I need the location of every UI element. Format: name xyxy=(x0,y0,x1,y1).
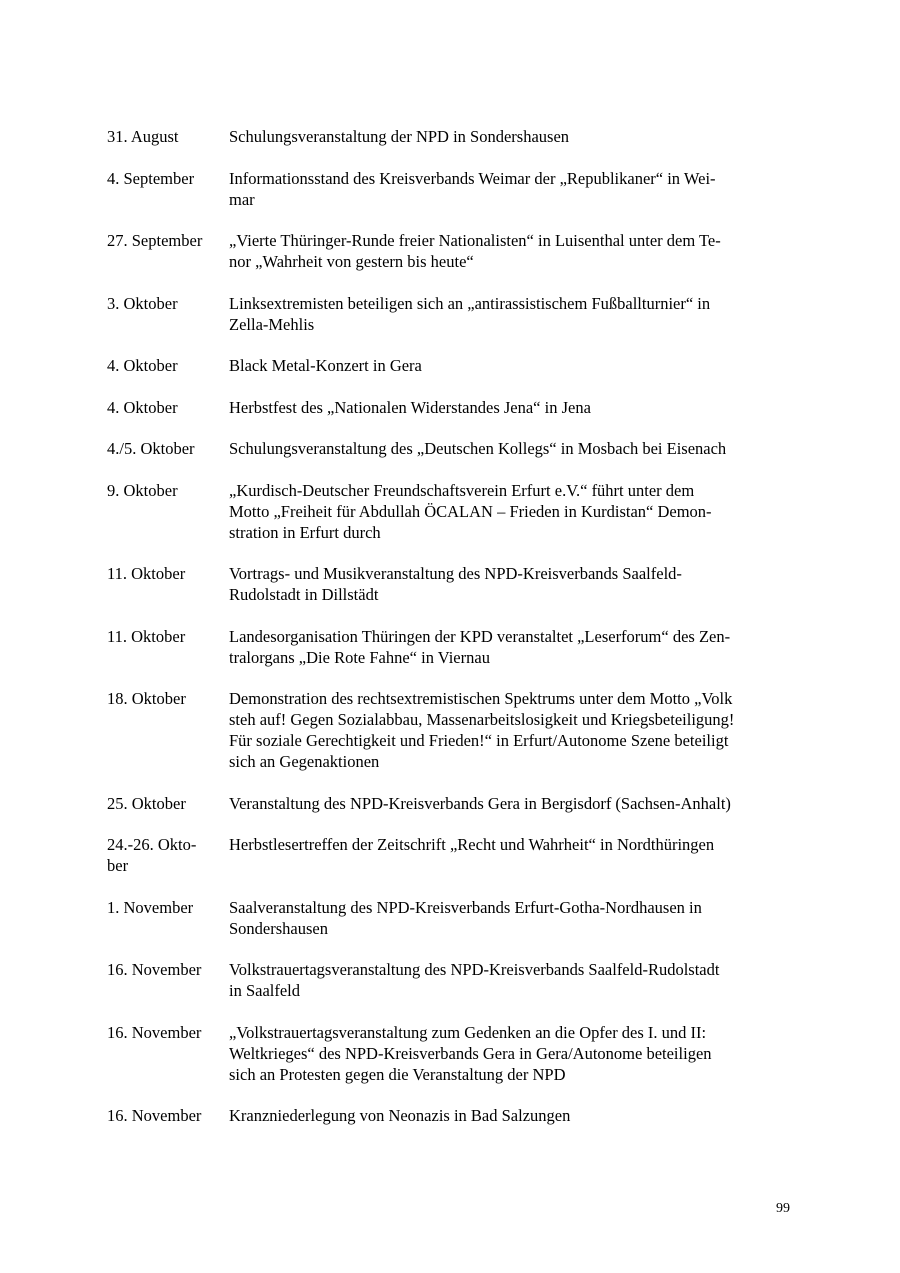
entry-description: Linksextremisten beteiligen sich an „antirassistischem Fußballturnier“ in Zella-Mehlis xyxy=(229,293,711,334)
chronology-entry xyxy=(107,480,797,543)
entry-date: 18. Oktober xyxy=(107,689,186,708)
chronology-entry xyxy=(107,688,797,772)
entry-description: Kranzniederlegung von Neonazis in Bad Salzungen xyxy=(229,1106,571,1125)
entry-date: 27. September xyxy=(107,231,203,250)
entry-description: „Vierte Thüringer-Runde freier Nationalisten“ in Luisenthal unter dem Te- nor „Wahrheit von gestern bis heute“ xyxy=(229,231,721,271)
entry-date: 4. Oktober xyxy=(107,356,178,375)
entry-date: 25. Oktober xyxy=(107,793,186,813)
entry-date: 24.-26. Okto- ber xyxy=(107,835,197,875)
entry-description: Landesorganisation Thüringen der KPD veranstaltet „Leserforum“ des Zen- tralorgans „Die Rote Fahne“ in Viernau xyxy=(229,626,731,667)
entry-description: Volkstrauertagsveranstaltung des NPD-Kreisverbands Saalfeld-Rudolstadt in Saalfeld xyxy=(229,960,720,1000)
chronology-entry xyxy=(107,126,797,147)
entry-description: Herbstfest des „Nationalen Widerstandes Jena“ in Jena xyxy=(229,397,591,417)
entry-description: Black Metal-Konzert in Gera xyxy=(229,356,422,375)
entry-description: Schulungsveranstaltung des „Deutschen Kollegs“ in Mosbach bei Eisenach xyxy=(229,439,727,458)
entry-description: Schulungsveranstaltung der NPD in Sondershausen xyxy=(229,127,570,146)
entry-date: 16. November xyxy=(107,1106,202,1125)
chronology-entry xyxy=(107,355,797,376)
entry-date: 16. November xyxy=(107,1022,202,1042)
entry-date: 4. September xyxy=(107,168,195,188)
entry-date: 11. Oktober xyxy=(107,626,186,646)
entry-description: Saalveranstaltung des NPD-Kreisverbands Erfurt-Gotha-Nordhausen in Sondershausen xyxy=(229,897,702,938)
entry-date: 9. Oktober xyxy=(107,480,178,500)
entry-date: 11. Oktober xyxy=(107,564,186,583)
entry-date: 4. Oktober xyxy=(107,397,178,417)
entry-date: 31. August xyxy=(107,127,179,146)
chronology-entry xyxy=(107,897,797,939)
entry-description: „Kurdisch-Deutscher Freundschaftsverein Erfurt e.V.“ führt unter dem Motto „Freiheit für Abdullah ÖCALAN – Frieden in Kurdistan“ Demon- stration in Erfurt durch xyxy=(229,480,712,542)
entry-description: Veranstaltung des NPD-Kreisverbands Gera in Bergisdorf (Sachsen-Anhalt) xyxy=(229,793,731,813)
chronology-entry xyxy=(107,626,797,668)
entry-date: 16. November xyxy=(107,960,202,979)
entry-description: Demonstration des rechtsextremistischen Spektrums unter dem Motto „Volk steh auf! Gegen Sozialabbau, Massenarbeitslosigkeit und Kriegsbeteiligung! Für soziale Gerechtigkeit und Frieden!“ in Erfurt/Autonome Szene beteiligt sich an Gegenaktionen xyxy=(229,689,735,771)
entry-description: Vortrags- und Musikveranstaltung des NPD-Kreisverbands Saalfeld- Rudolstadt in Dillstädt xyxy=(229,564,682,604)
chronology-list xyxy=(107,126,797,1147)
chronology-entry xyxy=(107,1105,797,1126)
chronology-entry xyxy=(107,230,797,272)
chronology-entry xyxy=(107,1022,797,1085)
chronology-entry xyxy=(107,834,797,876)
chronology-entry xyxy=(107,438,797,459)
entry-date: 4./5. Oktober xyxy=(107,439,195,458)
chronology-entry xyxy=(107,168,797,210)
chronology-entry xyxy=(107,293,797,335)
entry-description: „Volkstrauertagsveranstaltung zum Gedenken an die Opfer des I. und II: Weltkrieges“ des NPD-Kreisverbands Gera in Gera/Autonome beteiligen sich an Protesten gegen die Veranstaltung der NPD xyxy=(229,1022,712,1084)
chronology-entry xyxy=(107,959,797,1001)
entry-description: Informationsstand des Kreisverbands Weimar der „Republikaner“ in Wei- mar xyxy=(229,168,716,209)
chronology-entry xyxy=(107,563,797,605)
chronology-entry xyxy=(107,793,797,814)
page-number: 99 xyxy=(776,1201,790,1216)
chronology-entry xyxy=(107,397,797,418)
entry-date: 1. November xyxy=(107,897,194,917)
entry-date: 3. Oktober xyxy=(107,293,178,313)
entry-description: Herbstlesertreffen der Zeitschrift „Recht und Wahrheit“ in Nordthüringen xyxy=(229,835,715,854)
